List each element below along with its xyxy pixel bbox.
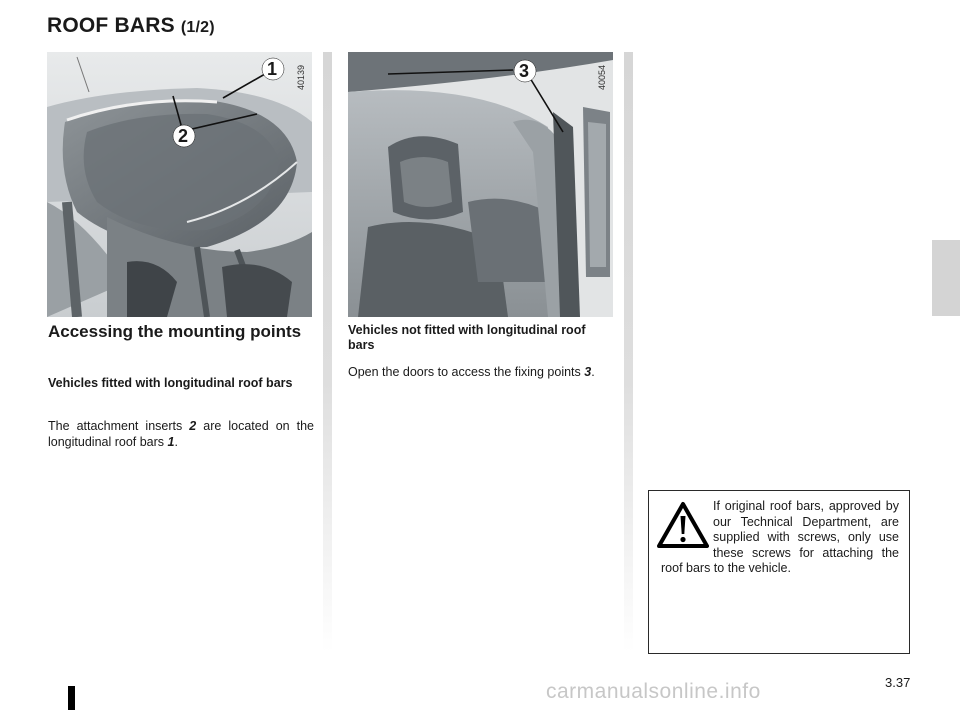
section-heading: Accessing the mounting points — [48, 322, 302, 341]
watermark: carmanualsonline.info — [546, 680, 761, 703]
reference-number: 2 — [189, 419, 197, 433]
page-title — [47, 14, 215, 38]
icon-spacer — [661, 499, 713, 559]
crop-mark — [68, 686, 75, 710]
column-divider-right — [624, 52, 633, 652]
page-number: 3.37 — [885, 675, 911, 690]
text-segment: The attachment inserts — [48, 419, 190, 433]
subheading-not-fitted: Vehicles not fitted with longitudinal roof bars — [348, 323, 586, 352]
title-part: (1/2) — [180, 19, 215, 36]
paragraph-fitted — [48, 418, 314, 450]
illustration-fixing-points — [348, 52, 613, 317]
reference-number: 1 — [167, 435, 175, 449]
warning-text: If original roof bars, approved by our Technical Department, are supplied with screws, only use these screws for attaching the roof bars to the vehicle. — [661, 499, 899, 575]
text-segment: are located on the longitudinal roof bars — [48, 419, 314, 449]
text-segment: . — [174, 435, 178, 449]
title-text: ROOF BARS — [47, 14, 175, 37]
figure-code-right: 40054 — [597, 64, 607, 90]
text-segment: Open the doors to access the fixing points — [348, 365, 585, 379]
callout-2: 2 — [178, 126, 189, 146]
reference-number: 3 — [584, 365, 592, 379]
illustration-roof-bars — [47, 52, 312, 317]
text-segment: . — [591, 365, 595, 379]
figure-code-left: 40139 — [296, 64, 306, 90]
column-divider-left — [323, 52, 332, 652]
subheading-fitted: Vehicles fitted with longitudinal roof bars — [48, 376, 293, 390]
section-tab — [932, 240, 960, 316]
warning-text-container — [661, 499, 899, 577]
paragraph-not-fitted — [348, 364, 614, 380]
warning-box — [648, 490, 910, 654]
callout-1: 1 — [267, 59, 278, 79]
callout-3: 3 — [519, 61, 530, 81]
